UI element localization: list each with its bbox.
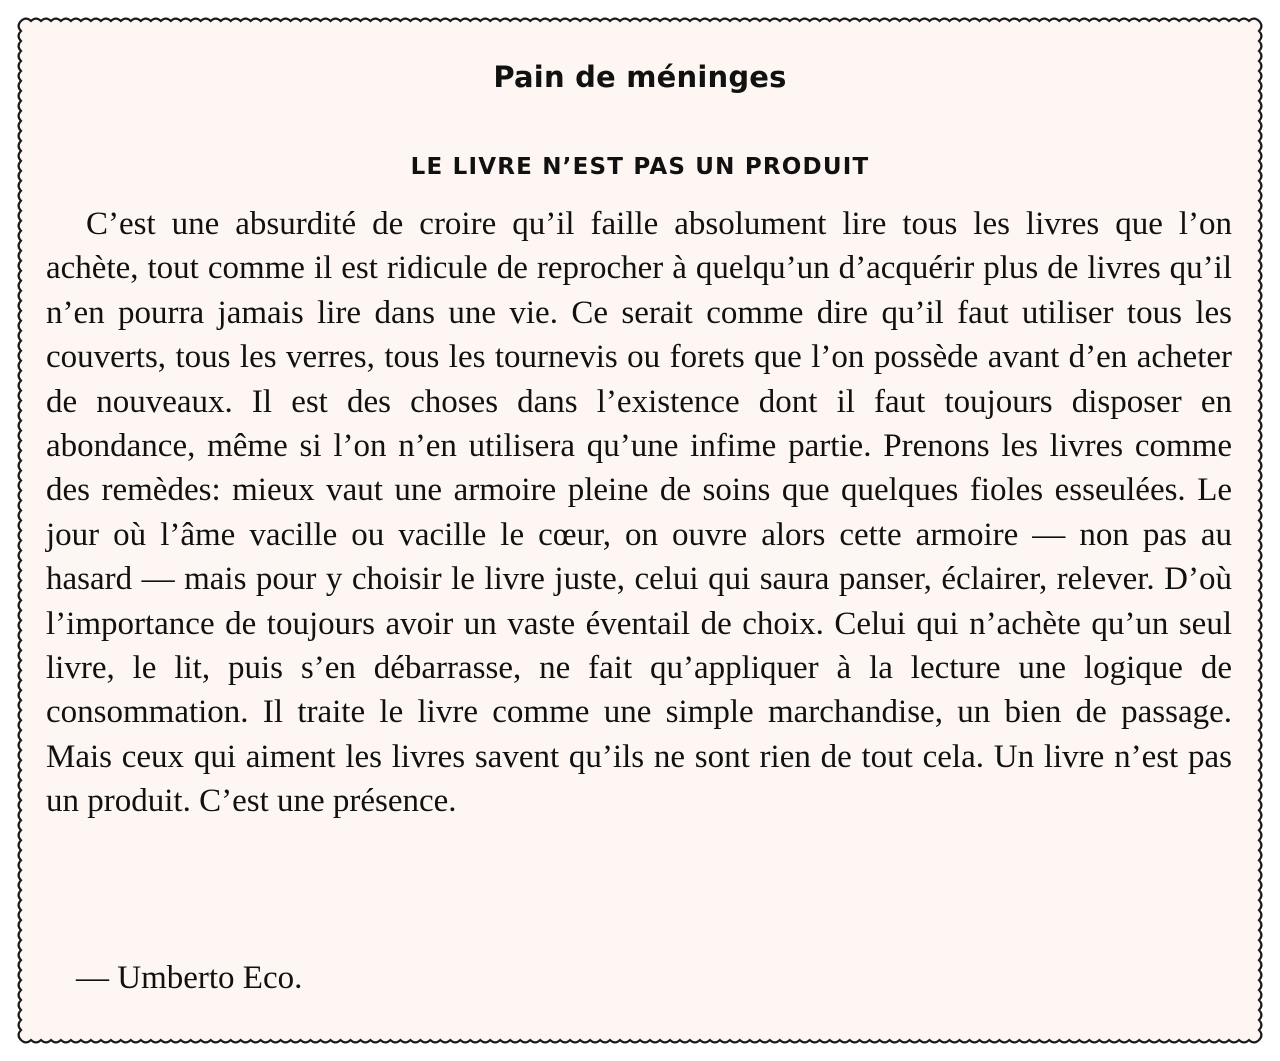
quote-attribution: — Umberto Eco. (76, 960, 303, 996)
quote-card (30, 30, 1250, 1030)
quote-paragraph: C’est une absurdité de croire qu’il faille absolument lire tous les livres que l’on achète, tout comme il est ridicule de reprocher à quelqu’un d’acquérir plus de livres qu’il n’en pourra jamais lire dans une vie. Ce serait comme dire qu’il faut utiliser tous les couverts, tous les verres, tous les tournevis ou forets que l’on possède avant d’en acheter de nouveaux. Il est des choses dans l’existence dont il faut toujours disposer en abondance, même si l’on n’en utilisera qu’une infime partie. Prenons les livres comme des remèdes: mieux vaut une armoire pleine de soins que quelques fioles esseulées. Le jour où l’âme vacille ou vacille le cœur, on ouvre alors cette armoire — non pas au hasard — mais pour y choisir le livre juste, celui qui saura panser, éclairer, relever. D’où l’importance de toujours avoir un vaste éventail de choix. Celui qui n’achète qu’un seul livre, le lit, puis s’en débarrasse, ne fait qu’appliquer à la lecture une logique de consommation. Il traite le livre comme une simple marchandise, un bien de passage. Mais ceux qui aiment les livres savent qu’ils ne sont rien de tout cela. Un livre n’est pas un produit. C’est une présence. (46, 206, 1232, 820)
section-heading: LE LIVRE N’EST PAS UN PRODUIT (410, 154, 870, 180)
page-title: Pain de méninges (493, 60, 787, 94)
